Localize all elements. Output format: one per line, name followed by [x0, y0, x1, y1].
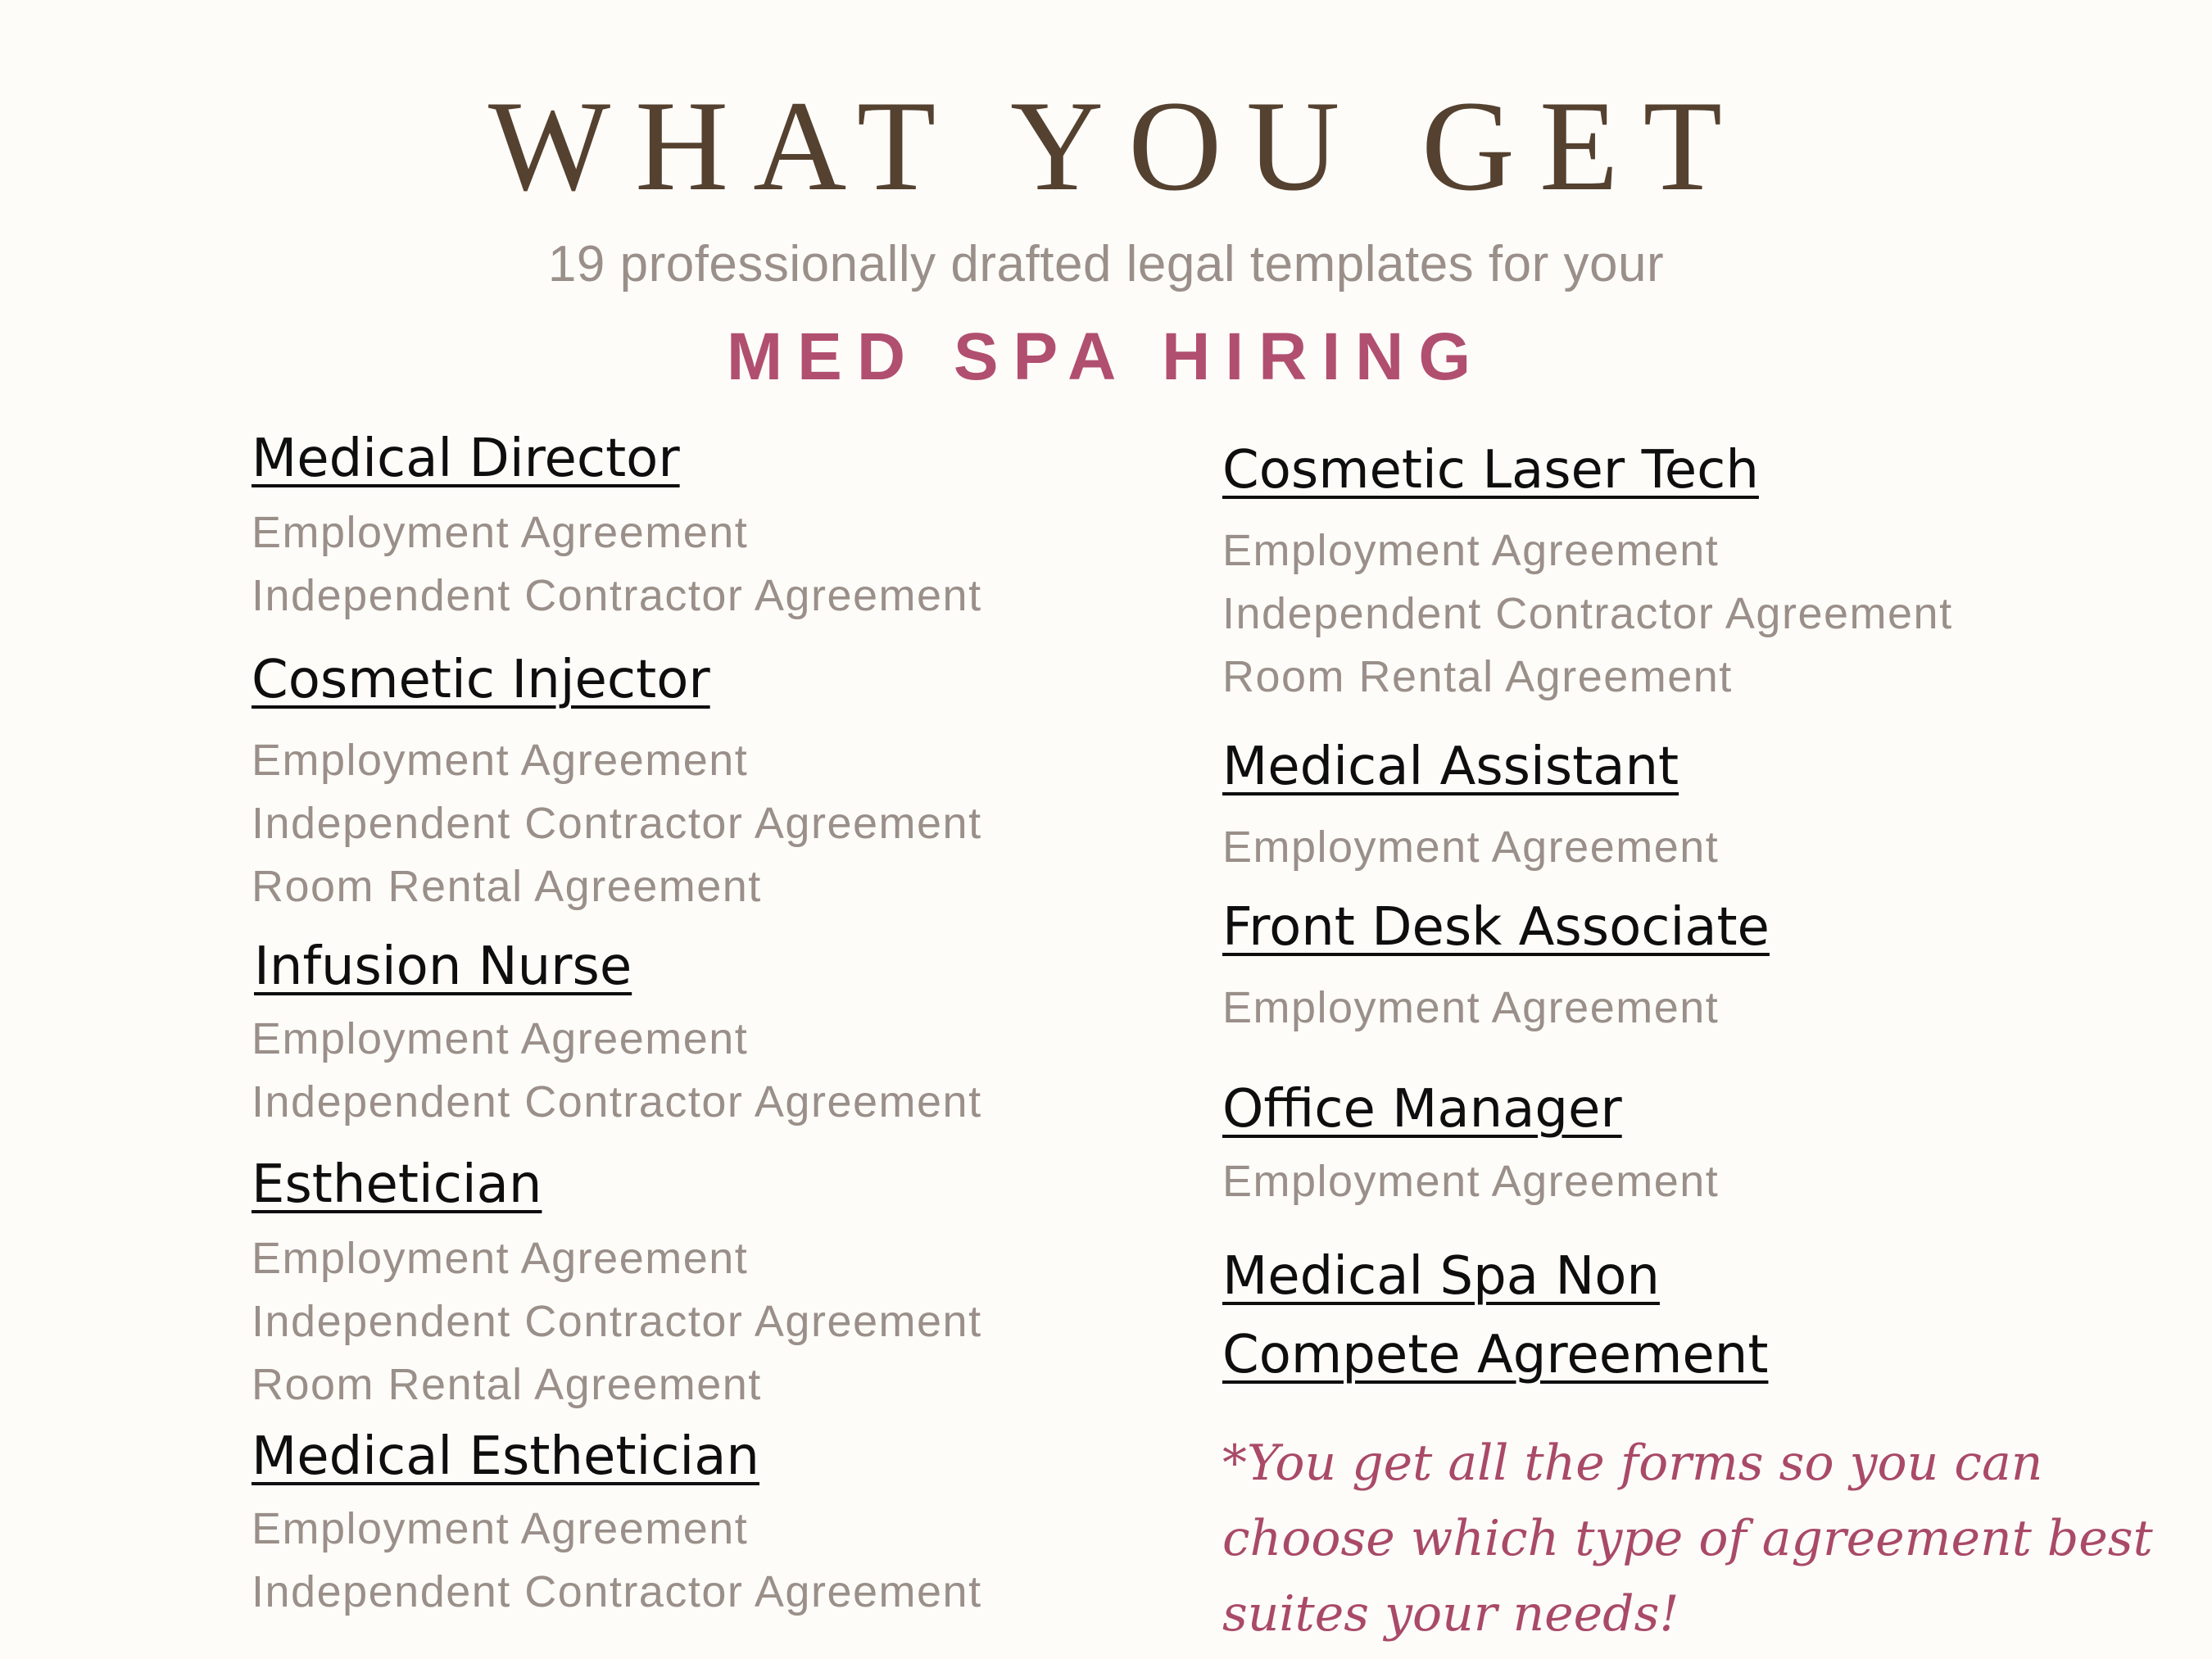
section-heading: Medical Assistant	[1222, 737, 1679, 797]
agreement-list	[252, 1498, 982, 1624]
agreement-item: Employment Agreement	[1222, 983, 1720, 1032]
agreement-list	[252, 501, 982, 628]
agreement-item: Employment Agreement	[252, 736, 749, 785]
section-cosmetic-laser-tech	[1222, 440, 1953, 709]
section-non-compete	[1222, 1237, 1768, 1394]
agreement-item: Employment Agreement	[1222, 823, 1720, 872]
agreement-item: Employment Agreement	[252, 1234, 749, 1283]
agreement-item: Independent Contractor Agreement	[252, 1567, 982, 1616]
section-heading: Medical Director	[252, 428, 680, 489]
agreement-list	[252, 1008, 982, 1134]
agreement-item: Independent Contractor Agreement	[1222, 589, 1953, 638]
section-heading: Front Desk Associate	[1222, 897, 1770, 958]
section-esthetician	[252, 1154, 982, 1416]
page-subtitle: 19 professionally drafted legal templates for your	[547, 236, 1665, 292]
agreement-list	[1222, 519, 1953, 709]
page-title: WHAT YOU GET	[487, 75, 1747, 218]
agreement-list	[1222, 1150, 1719, 1213]
page-subtitle-accent: MED SPA HIRING	[726, 320, 1486, 394]
section-medical-esthetician	[252, 1426, 982, 1624]
section-heading: Infusion Nurse	[254, 936, 632, 997]
section-heading-line: Compete Agreement	[1222, 1325, 1769, 1385]
agreement-item: Independent Contractor Agreement	[252, 571, 982, 620]
agreement-item: Independent Contractor Agreement	[252, 799, 982, 848]
section-infusion-nurse	[252, 936, 982, 1134]
agreement-item: Employment Agreement	[252, 508, 749, 557]
footnote: *You get all the forms so you can choose which type of agreement best suites your needs!	[1222, 1435, 2153, 1643]
section-medical-director	[252, 428, 982, 628]
agreement-item: Room Rental Agreement	[252, 1360, 762, 1409]
agreement-item: Room Rental Agreement	[1222, 652, 1733, 701]
agreement-list	[1222, 816, 1719, 879]
agreement-list	[252, 1227, 982, 1416]
agreement-item: Employment Agreement	[252, 1014, 749, 1063]
section-medical-assistant	[1222, 737, 1720, 879]
agreement-item: Employment Agreement	[1222, 1157, 1720, 1206]
section-heading-line: Medical Spa Non	[1222, 1246, 1660, 1307]
section-heading: Esthetician	[252, 1154, 542, 1215]
section-heading: Cosmetic Injector	[252, 650, 710, 710]
agreement-item: Employment Agreement	[252, 1504, 749, 1553]
section-office-manager	[1222, 1079, 1720, 1213]
section-front-desk-associate	[1222, 897, 1770, 1040]
agreement-list	[1222, 977, 1770, 1040]
agreement-item: Room Rental Agreement	[252, 862, 762, 911]
agreement-item: Independent Contractor Agreement	[252, 1077, 982, 1126]
section-heading: Office Manager	[1222, 1079, 1622, 1140]
agreement-item: Independent Contractor Agreement	[252, 1297, 982, 1346]
section-heading: Medical Esthetician	[252, 1426, 759, 1487]
section-cosmetic-injector	[252, 650, 982, 918]
agreement-list	[252, 729, 982, 918]
agreement-item: Employment Agreement	[1222, 526, 1720, 575]
section-heading	[1222, 1237, 1768, 1394]
section-heading: Cosmetic Laser Tech	[1222, 440, 1759, 501]
